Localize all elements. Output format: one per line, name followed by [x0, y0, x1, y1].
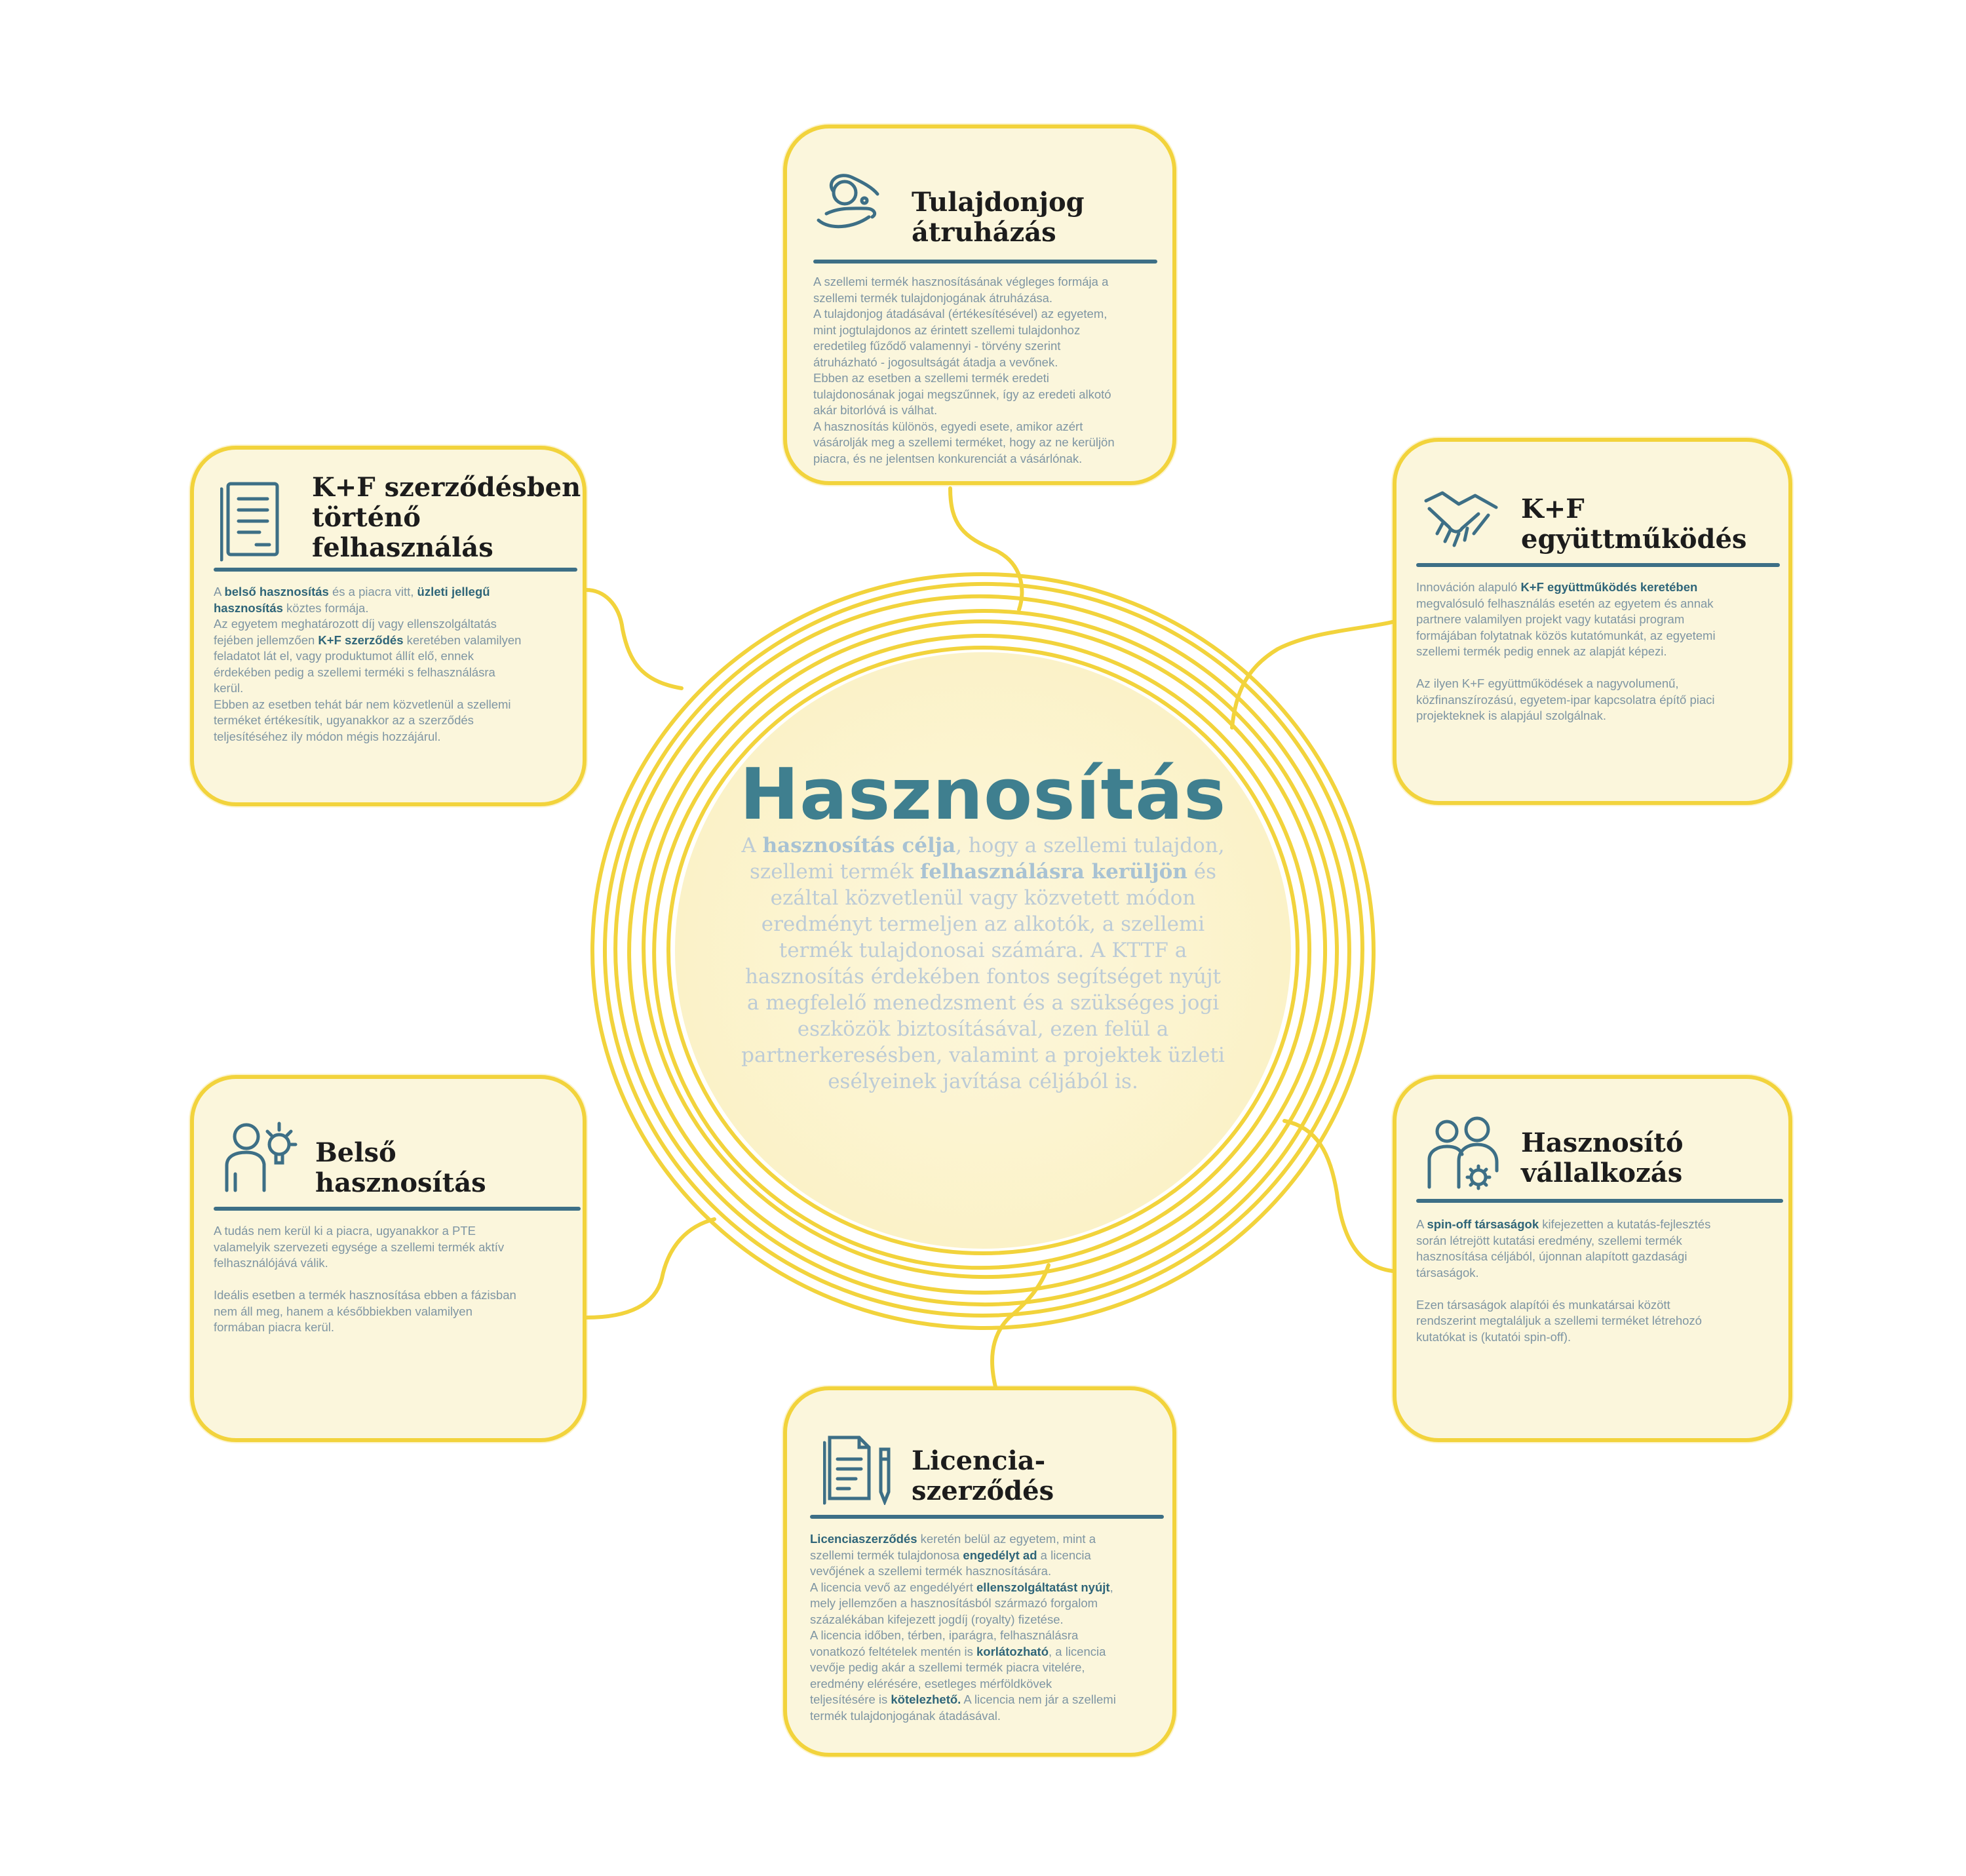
- title-rule: [214, 1207, 581, 1211]
- body-text: köztes formája. Az egyetem meghatározott díj vagy ellenszolgáltatás fejében jellemzően: [214, 600, 497, 647]
- body-text: , mely jellemzően a hasznosításból származó forgalom százalékában kifejezett jogdíj (royalty) fizetése. A licencia időben, térben, iparágra, felhasználásra vonatkozó feltételek mentén is: [810, 1580, 1113, 1658]
- highlighted-text: kötelezhető.: [891, 1692, 961, 1706]
- title-rule: [1416, 1199, 1783, 1203]
- card-title: Licencia- szerződés: [912, 1445, 1054, 1506]
- body-text: , hogy a szellemi tulajdon, szellemi termék: [750, 834, 1225, 884]
- card-tulajdonjog-atruhazas: [783, 125, 1176, 485]
- highlighted-text: spin-off társaságok: [1427, 1217, 1539, 1231]
- body-text: megvalósuló felhasználás esetén az egyetem és annak partnere valamilyen projekt vagy kutatási program formájában folytatnak közös kutatómunkát, az egyetemi szellemi termék pedig ennek az alapját képezi. Az ilyen K+F együttműködések a nagyvolumenű, közfinanszírozású, egyetem-ipar kapcsolatra építő piaci projekteknek is alapjául szolgálnak.: [1416, 596, 1716, 722]
- title-rule: [214, 568, 577, 572]
- highlighted-text: belső hasznosítás: [224, 585, 329, 598]
- hand-with-ring-icon: [813, 168, 885, 240]
- title-rule: [813, 260, 1157, 264]
- body-text: A szellemi termék hasznosításának végleges formája a szellemi termék tulajdonjogának átruházása. A tulajdonjog átadásával (értékesítésével) az egyetem, mint jogtulajdonos az érintett szellemi tulajdonhoz eredetileg fűződő valamennyi - törvény szerint átruházható - jogosultságát átadja a vevőnek. Ebben az esetben a szellemi termék eredeti tulajdonosának jogai megszűnnek, így az eredeti alkotó akár bitorlóvá is válhat. A hasznosítás különös, egyedi esete, amikor azért vásárolják meg a szellemi terméket, hogy az ne kerüljön piacra, és ne jelentsen konkurenciát a vásárlónak.: [813, 275, 1115, 465]
- highlighted-text: üzleti jellegű hasznosítás: [214, 585, 490, 615]
- body-text: és a piacra vitt,: [328, 585, 417, 598]
- highlighted-text: Licenciaszerződés: [810, 1532, 917, 1546]
- contract-pen-icon: [823, 1430, 895, 1505]
- title-rule: [810, 1515, 1164, 1519]
- card-body: [1416, 579, 1783, 724]
- highlighted-text: ellenszolgáltatást nyújt: [976, 1580, 1110, 1594]
- highlighted-text: felhasználásra kerüljön: [919, 860, 1187, 884]
- person-lightbulb-icon: [223, 1118, 302, 1194]
- card-body: [810, 1531, 1170, 1724]
- title-rule: [1416, 563, 1780, 567]
- document-icon: [220, 476, 286, 564]
- body-text: Innováción alapuló: [1416, 580, 1521, 594]
- card-title: Belső hasznosítás: [315, 1137, 486, 1198]
- card-title: K+F szerződésben történő felhasználás: [312, 472, 581, 563]
- card-kf-egyuttmukodes: [1393, 438, 1792, 805]
- card-licencia-szerzodes: [783, 1386, 1176, 1757]
- highlighted-text: korlátozható: [976, 1644, 1049, 1658]
- center-title: Hasznosítás: [739, 754, 1227, 836]
- highlighted-text: engedélyt ad: [963, 1548, 1037, 1562]
- body-text: A tudás nem kerül ki a piacra, ugyanakkor a PTE valamelyik szervezeti egysége a szellemi termék aktív felhasználójává válik. Ideális esetben a termék hasznosítása ebben a fázisban nem áll meg, hanem a későbbiekben valamilyen formában piacra kerül.: [214, 1224, 516, 1334]
- body-text: kifejezetten a kutatás-fejlesztés során létrejött kutatási eredmény, szellemi termék hasznosítása céljából, újonnan alapított gazdasági társaságok. Ezen társaságok alapítói és munkatársai között rendszerint megtaláljuk a szellemi terméket létrehozó kutatókat is (kutatói spin-off).: [1416, 1217, 1711, 1344]
- body-text: és ezáltal közvetlenül vagy közvetett módon eredményt termeljen az alkotók, a szellemi termék tulajdonosai számára. A KTTF a hasznosítás érdekében fontos segítséget nyújt a megfelelő menedzsment és a szükséges jogi eszközök biztosításával, ezen felül a partnerkeresésben, valamint a projektek üzleti esélyeinek javítása céljából is.: [741, 860, 1225, 1093]
- highlighted-text: K+F együttműködés keretében: [1520, 580, 1698, 594]
- body-text: A: [214, 585, 225, 598]
- body-text: , a licencia vevője pedig akár a szellemi termék piacra vitelére, eredmény elérésére, esetleges mérföldkövek teljesítésére is: [810, 1644, 1106, 1706]
- people-gear-icon: [1426, 1115, 1505, 1194]
- body-text: A: [741, 834, 763, 857]
- card-body: [214, 1223, 581, 1336]
- center-description: [741, 832, 1225, 1095]
- highlighted-text: hasznosítás célja: [762, 834, 956, 857]
- card-body: [214, 584, 581, 745]
- highlighted-text: K+F szerződés: [318, 633, 404, 647]
- body-text: keretén belül az egyetem, mint a szellemi termék tulajdonosa: [810, 1532, 1096, 1562]
- card-belso-hasznositas: [190, 1075, 587, 1442]
- handshake-icon: [1423, 488, 1501, 553]
- card-kf-szerzodes: [190, 446, 587, 806]
- card-body: [1416, 1217, 1783, 1345]
- body-text: keretében valamilyen feladatot lát el, vagy produktumot állít elő, ennek érdekében pedig a szellemi terméki s felhasználásra kerül. Ebben az esetben tehát bár nem közvetlenül a szellemi terméket értékesítik, ugyanakkor az a szerződés teljesítéséhez ily módon mégis hozzájárul.: [214, 633, 522, 743]
- card-body: [813, 274, 1167, 467]
- card-title: K+F együttműködés: [1521, 494, 1747, 555]
- card-title: Hasznosító vállalkozás: [1521, 1127, 1684, 1188]
- body-text: A: [1416, 1217, 1427, 1231]
- card-title: Tulajdonjog átruházás: [912, 187, 1085, 248]
- card-hasznosito-vallalkozas: [1393, 1075, 1792, 1442]
- body-text: A licencia nem jár a szellemi termék tulajdonjogának átadásával.: [810, 1692, 1116, 1723]
- body-text: a licencia vevőjének a szellemi termék hasznosítására. A licencia vevő az engedélyért: [810, 1548, 1091, 1594]
